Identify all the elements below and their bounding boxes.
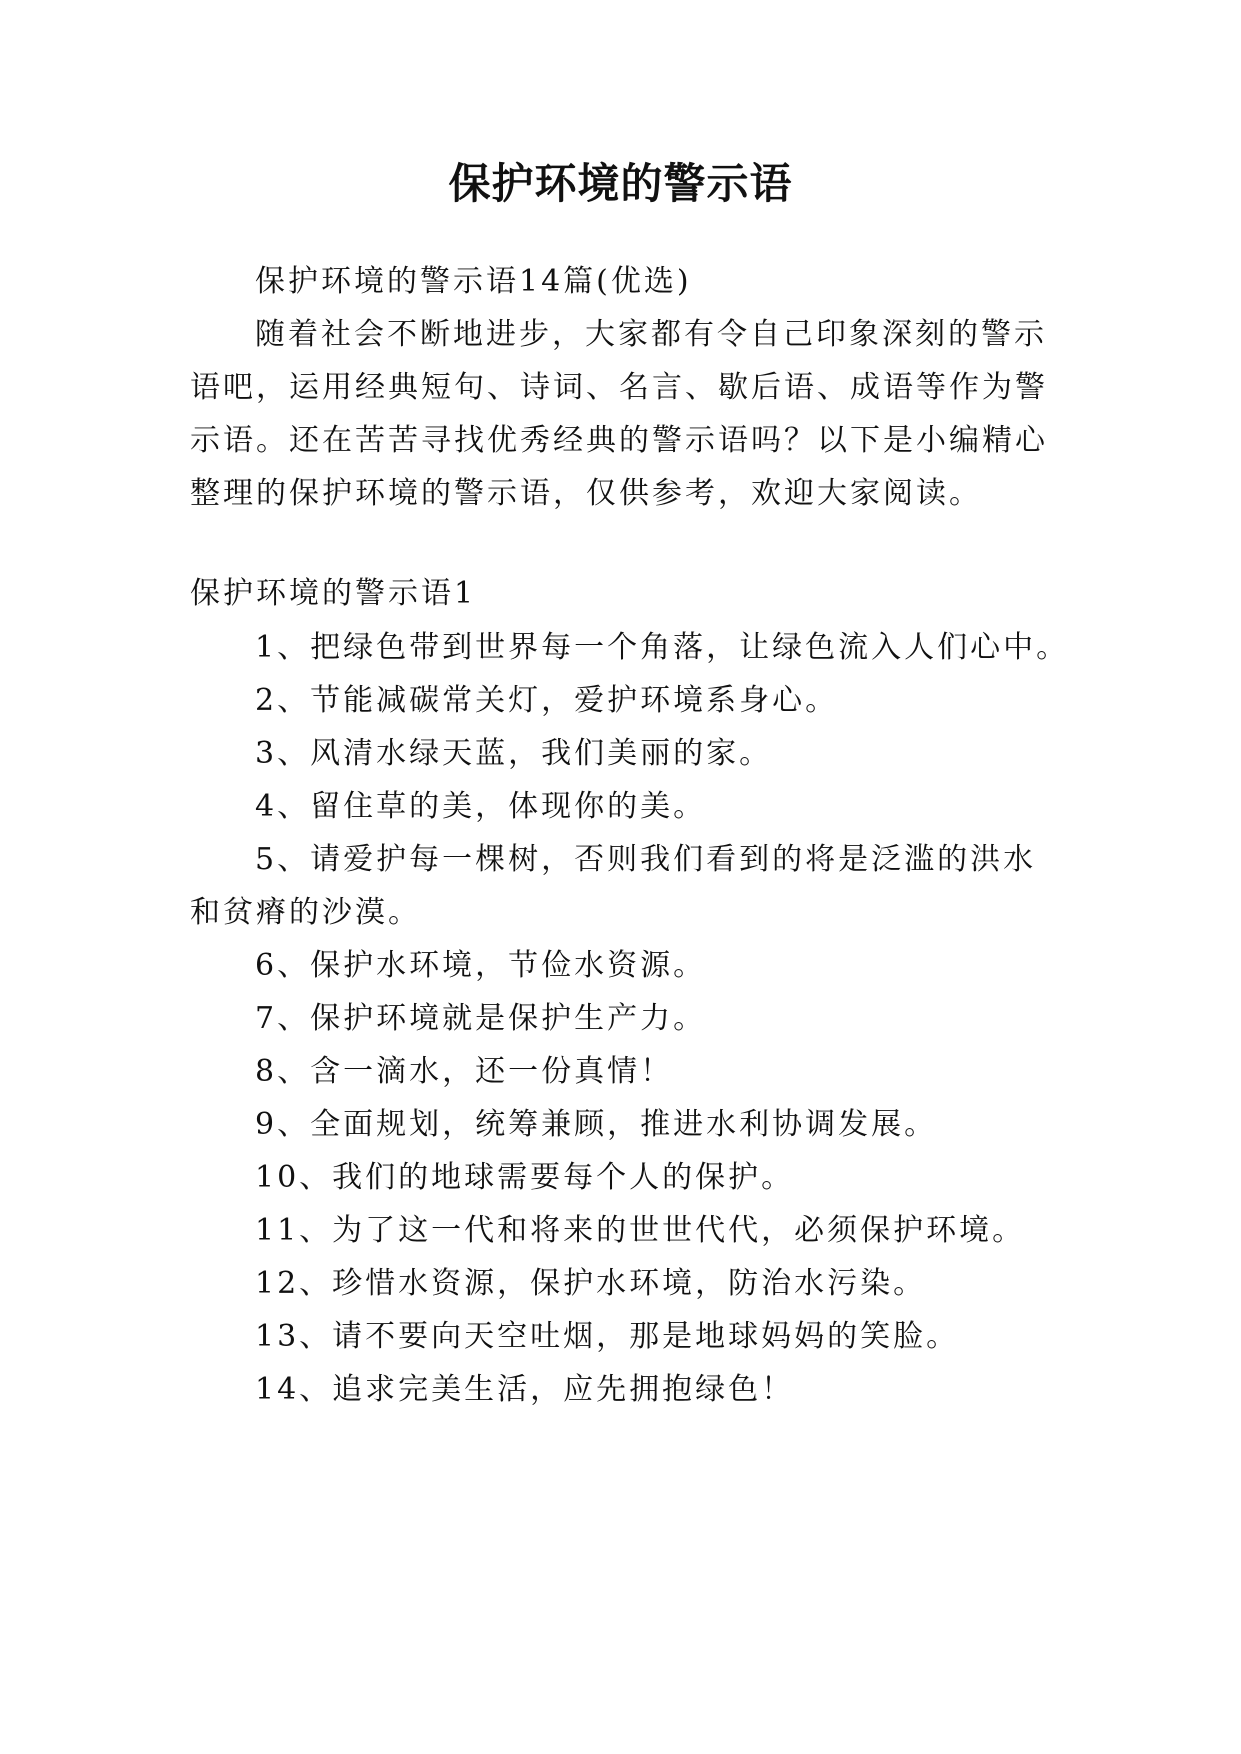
list-item: 和贫瘠的沙漠。 xyxy=(190,895,421,930)
intro-line: 示语。还在苦苦寻找优秀经典的警示语吗？以下是小编精心 xyxy=(190,423,1048,458)
subtitle: 保护环境的警示语14篇(优选) xyxy=(255,264,692,299)
list-item: 2、节能减碳常关灯，爱护环境系身心。 xyxy=(255,683,839,718)
intro-line: 整理的保护环境的警示语，仅供参考，欢迎大家阅读。 xyxy=(190,476,982,511)
list-item: 8、含一滴水，还一份真情！ xyxy=(255,1054,674,1089)
list-item: 14、追求完美生活，应先拥抱绿色！ xyxy=(255,1372,795,1407)
intro-line: 随着社会不断地进步，大家都有令自己印象深刻的警示 xyxy=(255,317,1047,352)
intro-line: 语吧，运用经典短句、诗词、名言、歇后语、成语等作为警 xyxy=(190,370,1048,405)
page-title: 保护环境的警示语 xyxy=(448,159,793,208)
list-item: 3、风清水绿天蓝，我们美丽的家。 xyxy=(255,736,773,771)
list-item: 11、为了这一代和将来的世世代代，必须保护环境。 xyxy=(255,1213,1026,1248)
list-item: 6、保护水环境，节俭水资源。 xyxy=(255,948,707,983)
list-item: 9、全面规划，统筹兼顾，推进水利协调发展。 xyxy=(255,1107,938,1142)
list-item: 5、请爱护每一棵树，否则我们看到的将是泛滥的洪水 xyxy=(255,842,1037,877)
list-item: 7、保护环境就是保护生产力。 xyxy=(255,1001,707,1036)
list-item: 1、把绿色带到世界每一个角落，让绿色流入人们心中。 xyxy=(255,630,1070,665)
list-item: 4、留住草的美，体现你的美。 xyxy=(255,789,707,824)
section-heading: 保护环境的警示语1 xyxy=(190,576,477,611)
list-item: 10、我们的地球需要每个人的保护。 xyxy=(255,1160,795,1195)
list-item: 13、请不要向天空吐烟，那是地球妈妈的笑脸。 xyxy=(255,1319,960,1354)
list-item: 12、珍惜水资源，保护水环境，防治水污染。 xyxy=(255,1266,927,1301)
